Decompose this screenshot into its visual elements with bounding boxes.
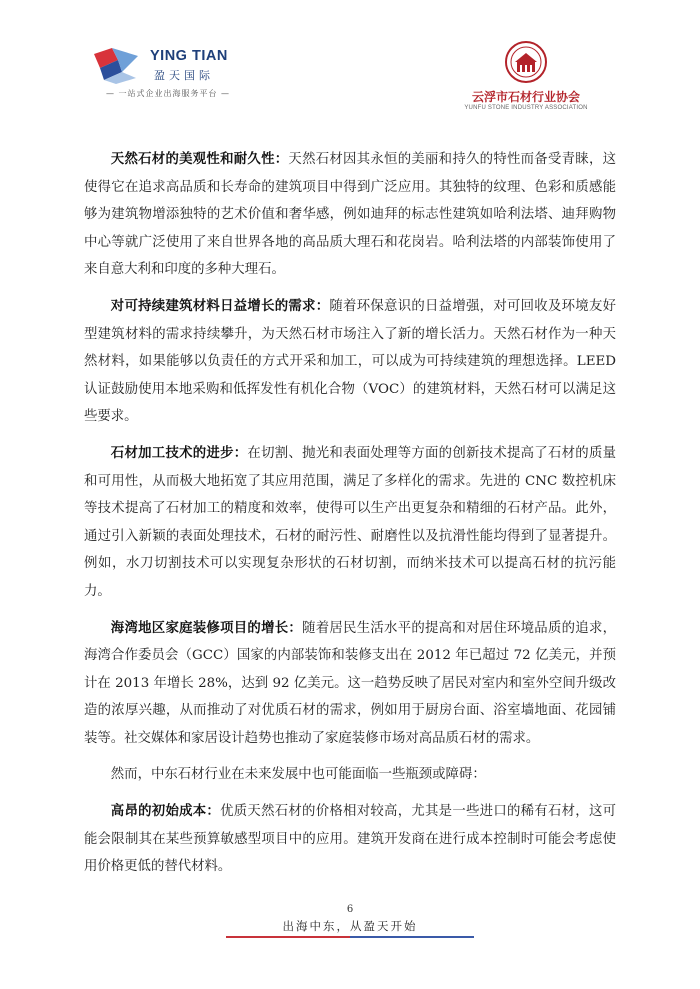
paragraph [84, 615, 616, 753]
paragraph-text: 随着环保意识的日益增强，对可回收及环境友好型建筑材料的需求持续攀升，为天然石材市场注入了新的增长活力。天然石材作为一种天然材料，如果能够以负责任的方式开采和加工，可以成为可持续建筑的理想选择。LEED 认证鼓励使用本地采购和低挥发性有机化合物（VOC）的建筑材料，天然石材可以满足这些要求。 [84, 298, 617, 425]
paragraph-text: 然而，中东石材行业在未来发展中也可能面临一些瓶颈或障碍： [110, 767, 486, 783]
brand-name-cn: 盈天国际 [154, 69, 214, 82]
association-name-cn: 云浮市石材行业协会 [471, 90, 580, 104]
paragraph-text: 天然石材因其永恒的美丽和持久的特性而备受青睐，这使得它在追求高品质和长寿命的建筑项目中得到广泛应用。其独特的纹理、色彩和质感能够为建筑物增添独特的艺术价值和奢华感，例如迪拜的标志性建筑如哈利法塔、迪拜购物中心等就广泛使用了来自世界各地的高品质大理石和花岗岩。哈利法塔的内部装饰使用了来自意大利和印度的多种大理石。 [84, 152, 617, 278]
paragraph [84, 761, 616, 789]
paragraph [84, 146, 616, 284]
paragraph-heading: 高昂的初始成本： [110, 803, 221, 820]
yingtian-logo-icon [92, 46, 140, 86]
paragraph-text: 在切割、抛光和表面处理等方面的创新技术提高了石材的质量和可用性，从而极大地拓宽了其应用范围，满足了多样化的需求。先进的 CNC 数控机床等技术提高了石材加工的精度和效率，使得可以生产出更复杂和精细的石材产品。此外，通过引入新颖的表面处理技术，石材的耐污性、耐磨性以及抗滑性能均得到了显著提升。例如，水刀切割技术可以实现复杂形状的石材切割，而纳米技术可以提高石材的抗污能力。 [84, 445, 617, 599]
footer-slogan: 出海中东，从盈天开始 [282, 919, 418, 933]
paragraph-heading: 对可持续建筑材料日益增长的需求： [110, 297, 330, 314]
brand-slogan: — 一站式企业出海服务平台 — [105, 89, 231, 98]
page-number: 6 [346, 904, 354, 915]
association-name-en: YUNFU STONE INDUSTRY ASSOCIATION [464, 105, 588, 111]
paragraph [84, 293, 616, 431]
paragraph [84, 798, 616, 881]
yunfu-association-logo [458, 34, 608, 124]
brand-name-en: YING TIAN [150, 48, 228, 64]
yingtian-logo [88, 40, 258, 110]
footer-divider [226, 936, 474, 938]
paragraph-heading: 天然石材的美观性和耐久性： [110, 151, 289, 167]
paragraph-text: 随着居民生活水平的提高和对居住环境品质的追求，海湾合作委员会（GCC）国家的内部装饰和装修支出在 2012 年已超过 72 亿美元，并预计在 2013 年增长 28%，达到 92 亿美元。这一趋势反映了居民对室内和室外空间升级改造的浓厚兴趣，从而推动了对优质石材的需求，例如用于厨房台面、浴室墙地面、花园铺装等。社交媒体和家居设计趋势也推动了家庭装修市场对高品质石材的需求。 [84, 620, 617, 746]
paragraph-heading: 海湾地区家庭装修项目的增长： [110, 619, 303, 636]
paragraph-text: 优质天然石材的价格相对较高，尤其是一些进口的稀有石材，这可能会限制其在某些预算敏感型项目中的应用。建筑开发商在进行成本控制时可能会考虑使用价格更低的替代材料。 [84, 804, 617, 875]
paragraph [84, 440, 616, 606]
paragraph-heading: 石材加工技术的进步： [110, 444, 248, 461]
document-body [84, 146, 616, 890]
yunfu-association-seal-icon [504, 40, 548, 84]
